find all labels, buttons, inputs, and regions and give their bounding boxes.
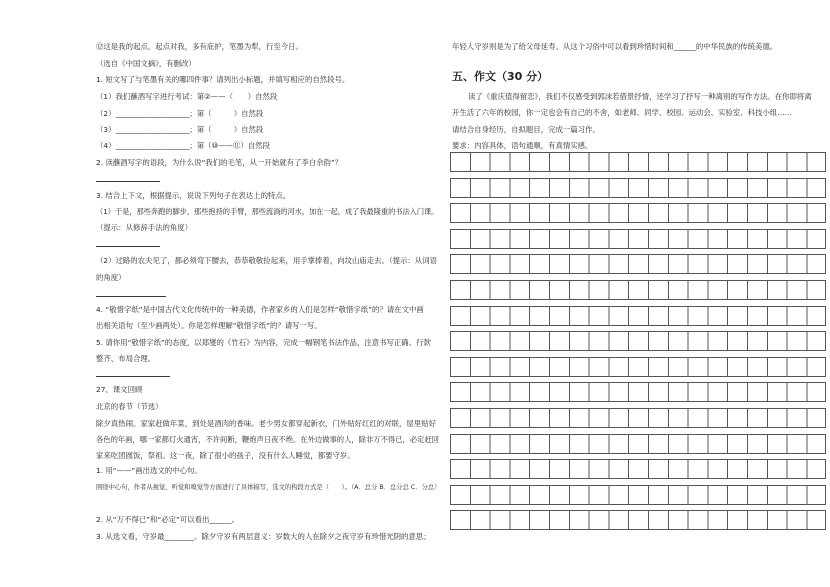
review-question-1-sub: 围绕中心句，作者从视觉、听觉和嗅觉等方面进行了具体描写，选文的构段方式是（ ）。（A．总分 B．总分总 C．分总） [96, 484, 440, 491]
question-3-sentence-2: （2）过路的农夫见了，都必须弯下腰去，恭恭敬敬捡起来，用手掌捧着，向坟山庙走去。（提示：从词语 [96, 256, 437, 265]
answer-line[interactable] [96, 376, 170, 377]
question-3-sentence-2-cont: 的角度） [96, 273, 126, 282]
source-note: （选自《中国文摘》，有删改） [96, 59, 196, 68]
composition-prompt-line: 开生活了六年的校园，你一定也会有自己的不舍，如老师、同学、校园、运动会、实验室、科技小组…… [452, 108, 792, 117]
question-1-prompt: 1. 短文写了与笔墨有关的哪四件事？请列出小标题，并填写相应的自然段号。 [96, 75, 350, 84]
question-1-item: （3）____________________；第（ ）自然段 [96, 125, 264, 134]
writing-grid-row[interactable] [450, 510, 826, 530]
writing-grid-row[interactable] [450, 280, 826, 300]
answer-line[interactable] [96, 246, 160, 247]
writing-grid-row[interactable] [450, 357, 826, 377]
answer-line[interactable] [96, 296, 166, 297]
question-1-item: （4）____________________；第（⑩——⑪）自然段 [96, 141, 270, 150]
writing-grid-row[interactable] [450, 203, 826, 223]
writing-grid-row[interactable] [450, 485, 826, 505]
question-3-prompt: 3. 结合上下文，根据提示，说说下列句子在表达上的特点。 [96, 191, 291, 200]
question-2: 2. 读蘸酒写字的语段，为什么说“我们的毛笔，从一开始就有了李白余韵”？ [96, 158, 343, 167]
writing-grid-row[interactable] [450, 229, 826, 249]
writing-grid-row[interactable] [450, 408, 826, 428]
composition-requirement: 要求：内容具体，语句通顺，有真情实感。 [452, 141, 593, 150]
review-question-1: 1. 用“——”画出选文的中心句。 [96, 466, 202, 475]
question-4: 4. “敬惜字纸”是中国古代文化传统中的一种美德，作者家乡的人们是怎样“敬惜字纸”的？请在文中画 [96, 305, 424, 314]
writing-grid-row[interactable] [450, 306, 826, 326]
review-question-3-cont: 年轻人守岁则是为了给父母延寿。从这个习俗中可以看到珍惜时间和______的中华民族的传统美德。 [452, 42, 778, 51]
question-1-item: （2）____________________；第（ ）自然段 [96, 109, 264, 118]
review-question-2: 2. 从“万不得已”和“必定”可以看出______。 [96, 515, 239, 524]
writing-grid-row[interactable] [450, 331, 826, 351]
question-5-cont: 整齐、布局合理。 [96, 354, 156, 363]
question-4-cont: 出相关语句（至少画两处）。你是怎样理解“敬惜字纸”的？请写一写。 [96, 321, 322, 330]
writing-grid-row[interactable] [450, 459, 826, 479]
question-3-hint-1: （提示：从修辞手法的角度） [96, 223, 193, 232]
question-1-item: （1）我们蘸酒写字进行考试：第②——（ ）自然段 [96, 92, 278, 101]
composition-heading: 五、作文（30 分） [452, 70, 549, 83]
review-question-3: 3. 从选文看，守岁最________。除夕守岁有两层意义：岁数大的人在除夕之夜守岁有珍惜光阴的意思； [96, 532, 431, 541]
passage-title: 北京的春节（节选） [96, 402, 163, 411]
question-3-sentence-1: （1）于是，那些奔跑的脚步，那些抱持的手臂，那些流淌的河水，加在一起，成了我最隆重的书法入门课。 [96, 207, 439, 216]
composition-prompt-line: 请结合自身经历，自拟题目，完成一篇习作。 [452, 125, 600, 134]
review-heading: 27、课文回顾 [96, 385, 143, 394]
passage-closing-paragraph: ⑫这是我的起点。起点对我，多有庇护，笔墨为犁，行至今日。 [96, 42, 303, 51]
answer-line[interactable] [96, 181, 160, 182]
writing-grid-row[interactable] [450, 178, 826, 198]
passage-line: 除夕真热闹。家家赶做年菜，到处是酒肉的香味。老少男女都穿起新衣，门外贴好红红的对联，屋里贴好 [96, 419, 436, 428]
composition-prompt-line: 读了《重庆值得留恋》，我们不仅感受到郭沫若借景抒情，还学习了抒写一种离别的写作方法。在你即将离 [468, 92, 812, 101]
passage-line: 各色的年画，哪一家都灯火通宵，不许间断，鞭炮声日夜不绝。在外边做事的人，除非万不得已，必定赶回 [96, 435, 439, 444]
writing-grid-row[interactable] [450, 434, 826, 454]
writing-grid-row[interactable] [450, 254, 826, 274]
passage-line: 家来吃团圆饭，祭祖。这一夜，除了很小的孩子，没有什么人睡觉，都要守岁。 [96, 451, 355, 460]
writing-grid-row[interactable] [450, 382, 826, 402]
question-5: 5. 请你用“敬惜字纸”的态度，以郑燮的《竹石》为内容，完成一幅钢笔书法作品，注意书写正确、行款 [96, 338, 431, 347]
writing-grid-row[interactable] [450, 152, 826, 172]
